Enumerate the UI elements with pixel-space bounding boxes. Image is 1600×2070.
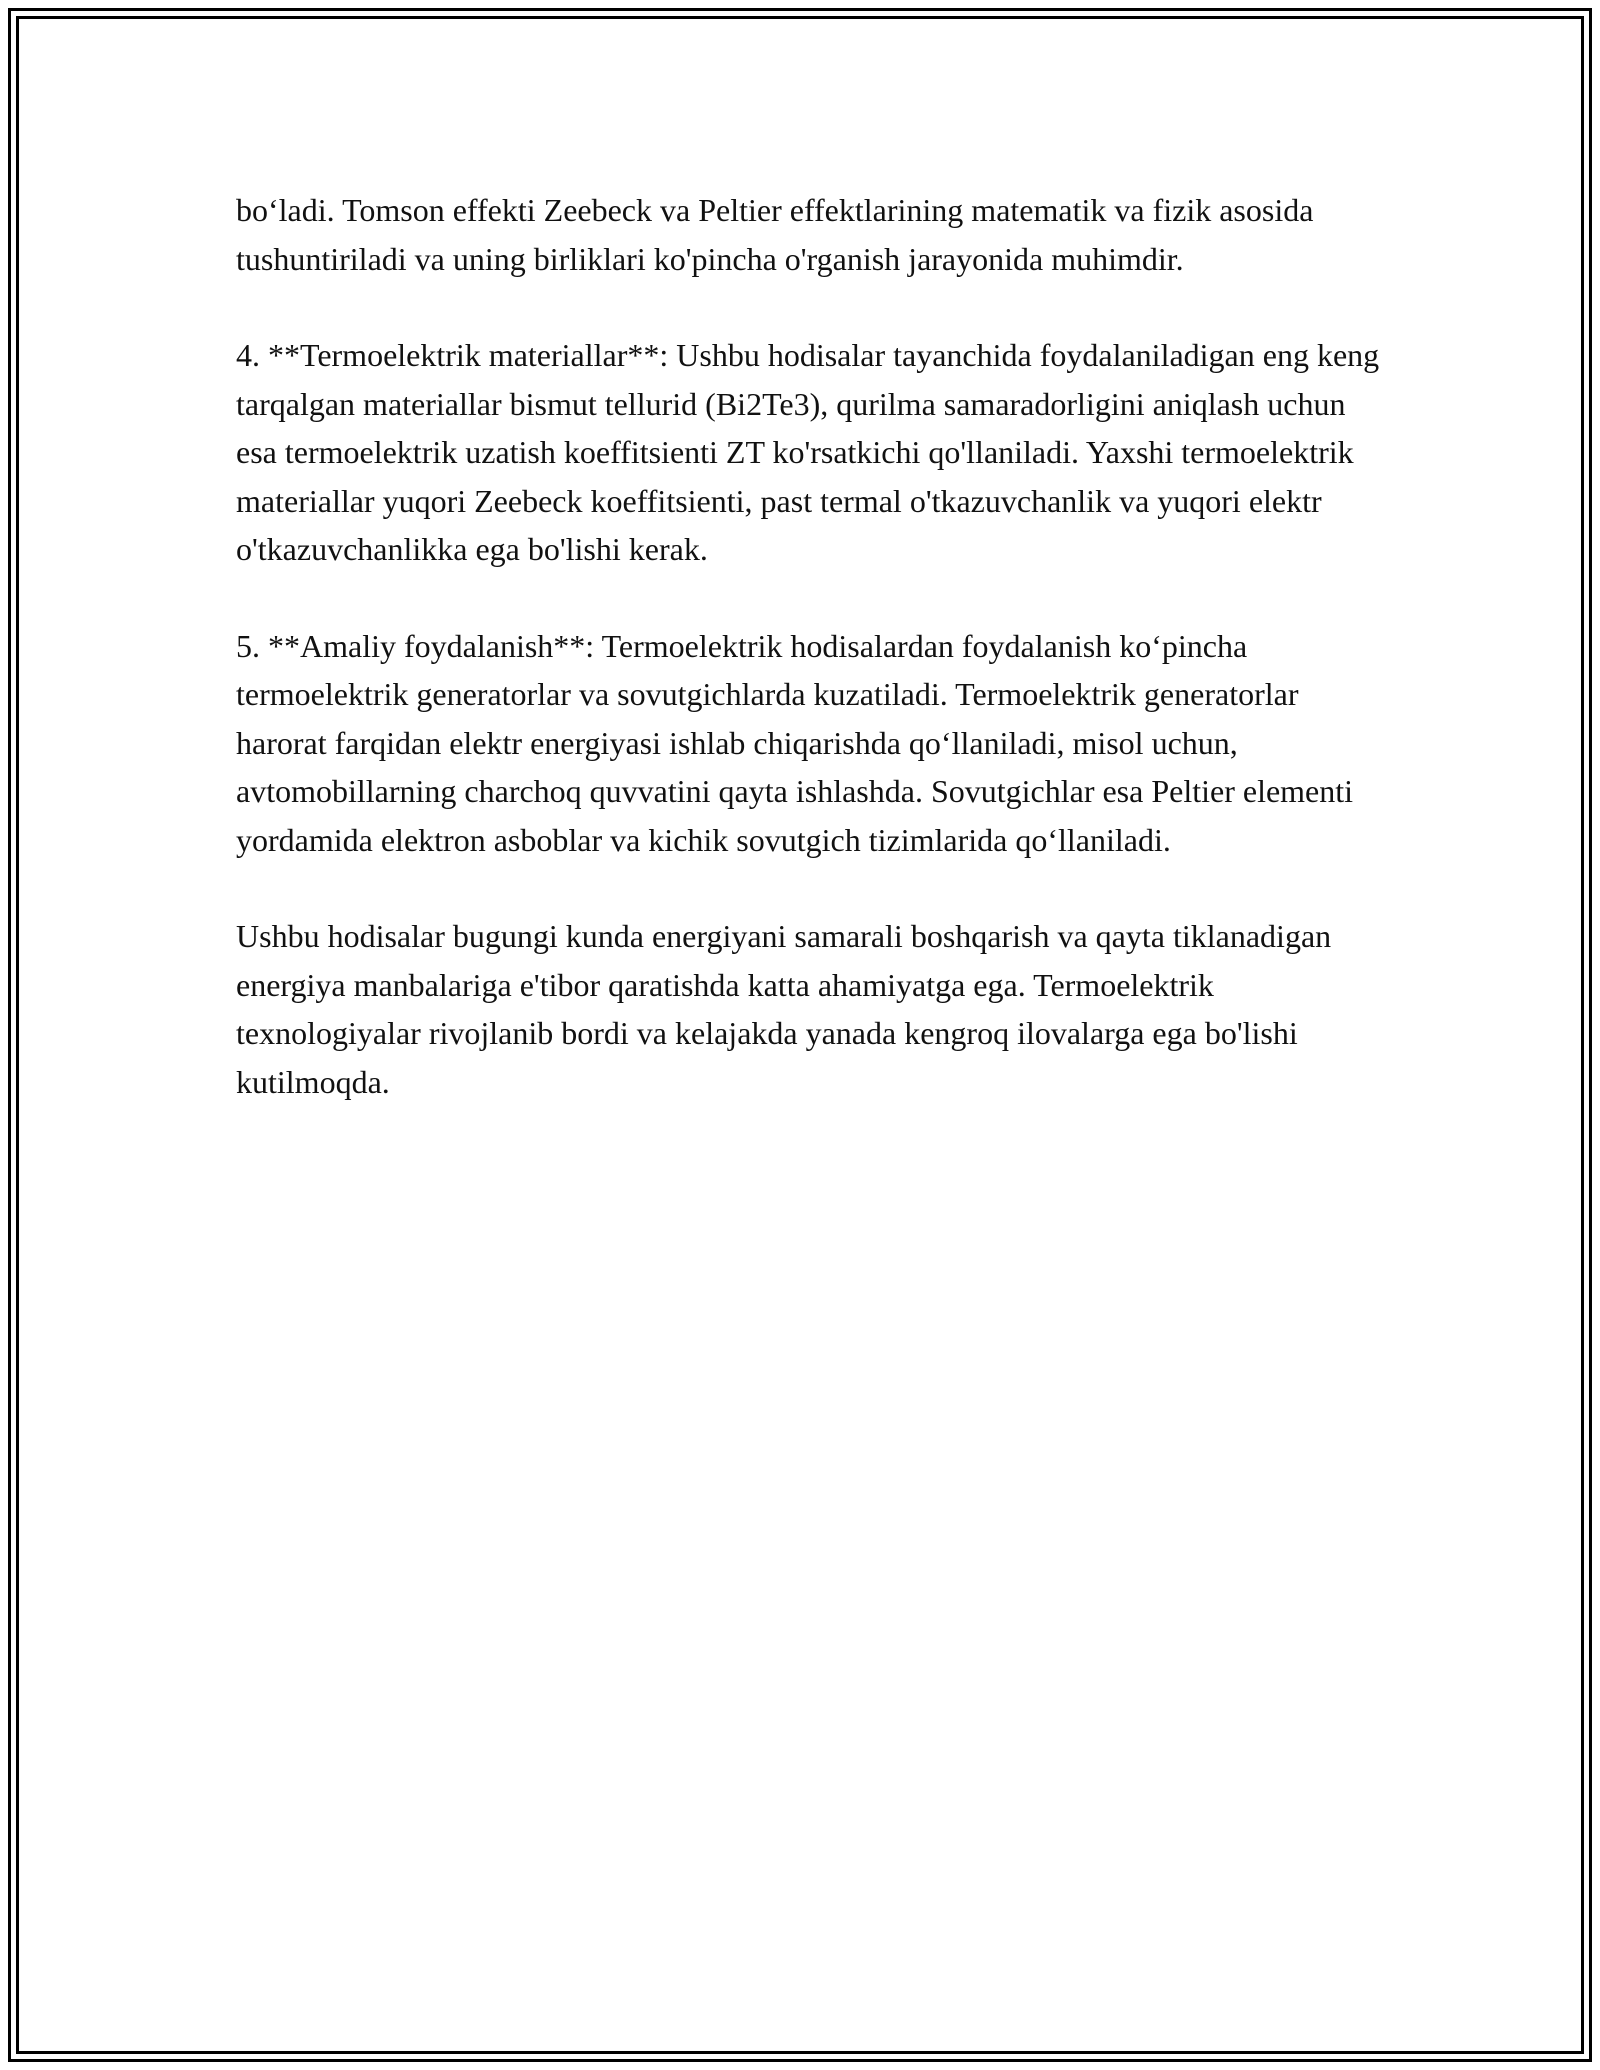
paragraph-tomson-continuation: bo‘ladi. Tomson effekti Zeebeck va Peltier effektlarining matematik va fizik asosida tushuntiriladi va uning birliklari ko'pincha o'rganish jarayonida muhimdir.: [236, 192, 1314, 277]
paragraph-termoelektrik-materiallar: 4. **Termoelektrik materiallar**: Ushbu hodisalar tayanchida foydalaniladigan eng keng tarqalgan materiallar bismut tellurid (Bi2Te3), qurilma samaradorligini aniqlash uchun esa termoelektrik uzatish koeffitsienti ZT ko'rsatkichi qo'llaniladi. Yaxshi termoelektrik materiallar yuqori Zeebeck koeffitsienti, past termal o'tkazuvchanlik va yuqori elektr o'tkazuvchanlikka ega bo'lishi kerak.: [236, 337, 1380, 567]
paragraph-amaliy-foydalanish: 5. **Amaliy foydalanish**: Termoelektrik hodisalardan foydalanish ko‘pincha termoelektrik generatorlar va sovutgichlarda kuzatiladi. Termoelektrik generatorlar harorat farqidan elektr energiyasi ishlab chiqarishda qo‘llaniladi, misol uchun, avtomobillarning charchoq quvvatini qayta ishlashda. Sovutgichlar esa Peltier elementi yordamida elektron asboblar va kichik sovutgich tizimlarida qo‘llaniladi.: [236, 627, 1354, 858]
document-body: [236, 186, 1386, 1154]
paragraph-conclusion: Ushbu hodisalar bugungi kunda energiyani samarali boshqarish va qayta tiklanadigan energiya manbalariga e'tibor qaratishda katta ahamiyatga ega. Termoelektrik texnologiyalar rivojlanib bordi va kelajakda yanada kengroq ilovalarga ega bo'lishi kutilmoqda.: [236, 918, 1332, 1100]
